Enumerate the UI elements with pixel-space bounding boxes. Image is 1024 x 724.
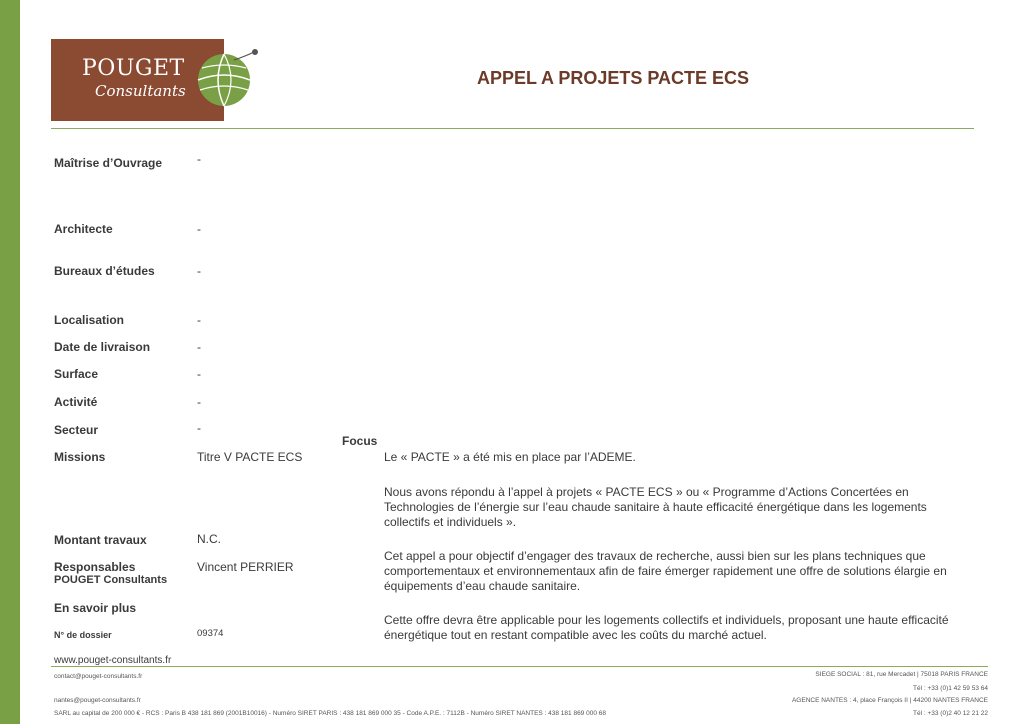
architecte-label: Architecte	[54, 222, 113, 236]
bureaux-label: Bureaux d’études	[54, 264, 155, 278]
logo-wordmark: POUGET	[82, 56, 185, 81]
focus-paragraph-4: Cette offre devra être applicable pour les logements collectifs et individuels, proposant une haute efficacité énergétique tout en restant compatible avec les coûts du marché actuel.	[384, 613, 949, 642]
en-savoir-plus-label: En savoir plus	[54, 601, 137, 615]
activite-value: -	[197, 395, 201, 409]
siege-address: SIEGE SOCIAL : 81, rue Mercadet | 75018 PARIS FRANCE	[815, 671, 988, 678]
responsables-company: POUGET Consultants	[54, 574, 168, 586]
document-title: APPEL A PROJETS PACTE ECS	[477, 68, 750, 88]
dossier-label: N° de dossier	[54, 630, 112, 640]
architecte-value: -	[197, 222, 201, 236]
logo-subtitle: Consultants	[95, 82, 186, 100]
paris-phone: Tél : +33 (0)1 42 59 53 64	[913, 685, 988, 692]
localisation-value: -	[197, 313, 201, 327]
focus-paragraph-2: Nous avons répondu à l’appel à projets « PACTE ECS » ou « Programme d’Actions Concertées en Technologies de l’énergie sur l’eau chaude sanitaire à haute efficacité énergétique dans les logements collectifs et individuels ».	[384, 485, 927, 529]
website-link[interactable]: www.pouget-consultants.fr	[54, 655, 172, 666]
legal-info: SARL au capital de 200 000 € - RCS : Paris B 438 181 869 (2001B10016) - Numéro SIRET PARIS : 438 181 869 000 35 - Code A.P.E. : 7112B - Numéro SIRET NANTES : 438 181 869 000 68	[54, 710, 606, 717]
montant-value: N.C.	[197, 532, 221, 546]
montant-label: Montant travaux	[54, 533, 147, 547]
livraison-value: -	[197, 340, 201, 354]
footer-divider	[51, 666, 988, 667]
activite-label: Activité	[54, 395, 98, 409]
contact-email[interactable]: contact@pouget-consultants.fr	[54, 673, 143, 680]
globe-icon	[190, 46, 262, 110]
surface-label: Surface	[54, 367, 99, 381]
responsables-label: Responsables	[54, 560, 136, 574]
responsables-value: Vincent PERRIER	[197, 560, 294, 574]
nantes-email[interactable]: nantes@pouget-consultants.fr	[54, 697, 141, 704]
localisation-label: Localisation	[54, 313, 125, 327]
focus-paragraph-1: Le « PACTE » a été mis en place par l’ADEME.	[384, 450, 636, 464]
surface-value: -	[197, 367, 201, 381]
livraison-label: Date de livraison	[54, 340, 151, 354]
maitrise-label: Maîtrise d’Ouvrage	[54, 156, 163, 170]
focus-paragraph-3: Cet appel a pour objectif d’engager des travaux de recherche, aussi bien sur les plans techniques que comportementaux et environnementaux afin de faire émerger rapidement une offre de solutions élargie en équipements d’eau chaude sanitaire.	[384, 549, 947, 593]
header-divider	[51, 128, 974, 129]
left-accent-bar	[0, 0, 20, 724]
maitrise-value: -	[197, 152, 201, 166]
secteur-label: Secteur	[54, 423, 99, 437]
secteur-value: -	[197, 421, 201, 435]
nantes-phone: Tél : +33 (0)2 40 12 21 22	[913, 710, 988, 717]
missions-label: Missions	[54, 450, 106, 464]
focus-heading: Focus	[342, 434, 378, 448]
missions-value: Titre V PACTE ECS	[197, 450, 303, 464]
dossier-value: 09374	[197, 628, 224, 639]
bureaux-value: -	[197, 264, 201, 278]
nantes-address: AGENCE NANTES : 4, place François II | 44200 NANTES FRANCE	[791, 697, 988, 704]
